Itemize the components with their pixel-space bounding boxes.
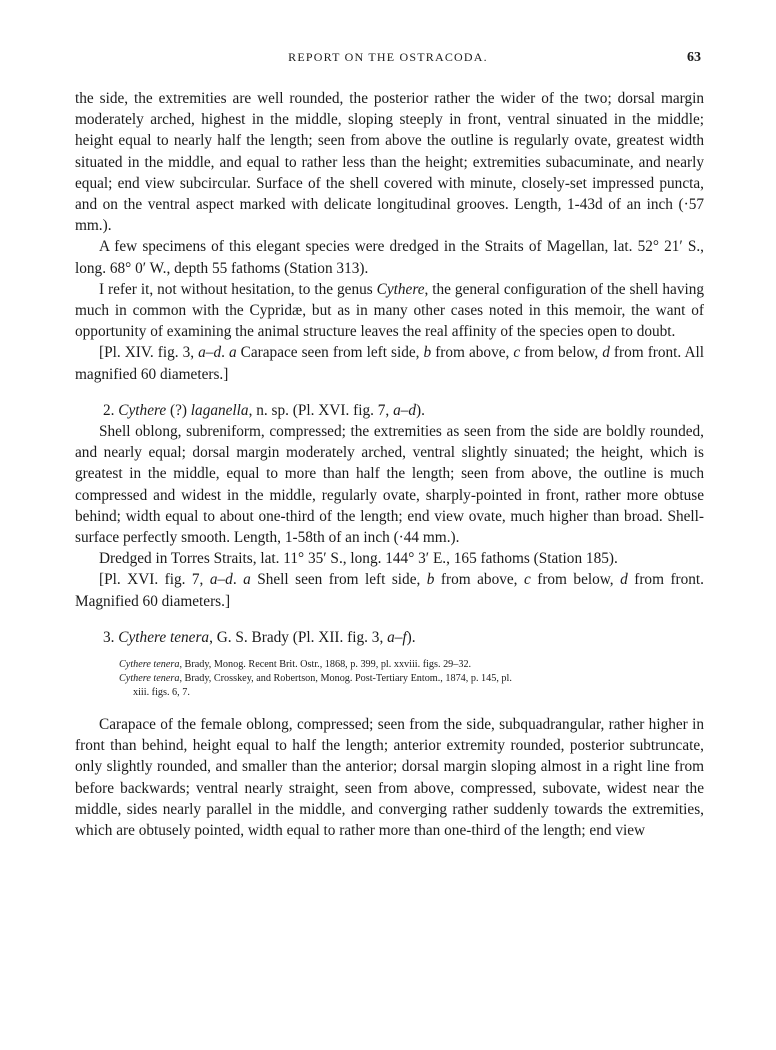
text: from below, [530, 571, 621, 589]
text: , Brady, Crosskey, and Robertson, Monog. Post-Tertiary Entom., 1874, p. 145, pl. [179, 673, 512, 685]
fig-key: b [423, 344, 432, 362]
fig-key: d [620, 571, 628, 589]
text: Carapace seen from left side, [236, 344, 424, 362]
page-body [75, 88, 704, 841]
fig-key: c [513, 344, 521, 362]
text: , n. sp. (Pl. XVI. fig. 7, [248, 401, 394, 419]
text: I refer it, not without hesitation, to the genus [99, 280, 377, 298]
paragraph-locality: A few specimens of this elegant species were dredged in the Straits of Magellan, lat. 52° 21′ S., long. 68° 0′ W., depth 55 fathoms (Station 313). [75, 238, 704, 277]
species-number: 3. [103, 628, 119, 646]
paragraph-continued-description: the side, the extremities are well rounded, the posterior rather the wider of the two; dorsal margin moderately arched, highest in the middle, sloping steeply in front, ventral sinuated in the middle; height equal to nearly half the length; seen from above the outline is regularly ovate, greatest width situated in the middle, and equal to rather less than the height; extremities subacuminate, and nearly equal; end view subcircular. Surface of the shell covered with minute, closely-set impressed puncta, and on the ventral aspect marked with delicate longitudinal grooves. Length, 1-43d of an inch (·57 mm.). [75, 90, 704, 235]
species-2-plate-reference [75, 569, 704, 611]
genus-name: Cythere [376, 280, 425, 298]
running-head: REPORT ON THE OSTRACODA. [288, 50, 488, 64]
paragraph-plate-reference [75, 342, 704, 384]
fig-key: a [228, 344, 237, 362]
species-name: Cythere tenera [119, 673, 180, 685]
synonymy-entry [119, 658, 704, 672]
paragraph-genus-remark [75, 279, 704, 343]
text: [Pl. XIV. fig. 3, [99, 344, 199, 362]
species-name: Cythere tenera [118, 628, 210, 646]
text: , G. S. Brady (Pl. XII. fig. 3, [209, 628, 388, 646]
page-number: 63 [687, 50, 701, 65]
fig-range: a–d [393, 401, 417, 419]
text: from front. All magnified 60 diameters.] [75, 344, 704, 383]
text: , the general configuration of the shell having much in common with the Cypridæ, but as in many other cases noted in this memoir, the want of opportunity of examining the animal structure leaves the real affinity of the species open to doubt. [75, 280, 705, 341]
fig-key: a [243, 571, 251, 589]
fig-key: c [523, 571, 531, 589]
text: , Brady, Monog. Recent Brit. Ostr., 1868, p. 399, pl. xxviii. figs. 29–32. [179, 659, 472, 671]
text: from front. Magnified 60 diameters.] [75, 571, 704, 610]
species-2-description: Shell oblong, subreniform, compressed; the extremities as seen from the side are boldly rounded, and nearly equal; dorsal margin moderately arched, ventral slightly sinuated; the height, which is greatest in the middle, equal to more than half the length; seen from above, the outline is much compressed and widest in the middle, regularly ovate, sharply-pointed in front, rather more obtuse behind; width equal to about one-third of the length; end view ovate, much higher than broad. Shell-surface perfectly smooth. Length, 1-58th of an inch (·44 mm.). [75, 423, 704, 547]
synonymy-entry [119, 672, 704, 700]
text: [Pl. XVI. fig. 7, [99, 571, 210, 589]
text: (?) [166, 401, 191, 419]
text: ). [406, 628, 416, 646]
text: . [221, 344, 229, 362]
fig-range: a–d [209, 571, 233, 589]
text: ). [416, 401, 425, 419]
text: from below, [520, 344, 603, 362]
text: Shell seen from left side, [250, 571, 427, 589]
species-epithet: laganella [190, 401, 249, 419]
text: xiii. figs. 6, 7. [133, 687, 190, 699]
genus-name: Cythere [118, 401, 167, 419]
species-heading-3 [75, 627, 704, 648]
text: from above, [431, 344, 514, 362]
synonymy-list [75, 658, 704, 700]
fig-range: a–f [387, 628, 407, 646]
fig-key: b [426, 571, 435, 589]
species-2-locality: Dredged in Torres Straits, lat. 11° 35′ S., long. 144° 3′ E., 165 fathoms (Station 185). [99, 550, 618, 568]
species-3-description: Carapace of the female oblong, compressed; seen from the side, subquadrangular, rather higher in front than behind, height equal to half the length; anterior extremity rounded, posterior subtruncate, only slightly rounded, and smaller than the anterior; dorsal margin sloping almost in a right line from before backwards; ventral nearly straight, seen from above, compressed, subovate, widest near the middle, sides nearly parallel in the middle, and converging rather suddenly towards the extremities, which are obtusely pointed, width equal to rather more than one-third of the length; end view [75, 716, 704, 840]
species-heading-2 [75, 400, 704, 421]
species-name: Cythere tenera [119, 659, 180, 671]
text: from above, [434, 571, 524, 589]
species-number: 2. [103, 401, 119, 419]
text: . [232, 571, 244, 589]
fig-range: a–d [198, 344, 222, 362]
fig-key: d [602, 344, 610, 362]
